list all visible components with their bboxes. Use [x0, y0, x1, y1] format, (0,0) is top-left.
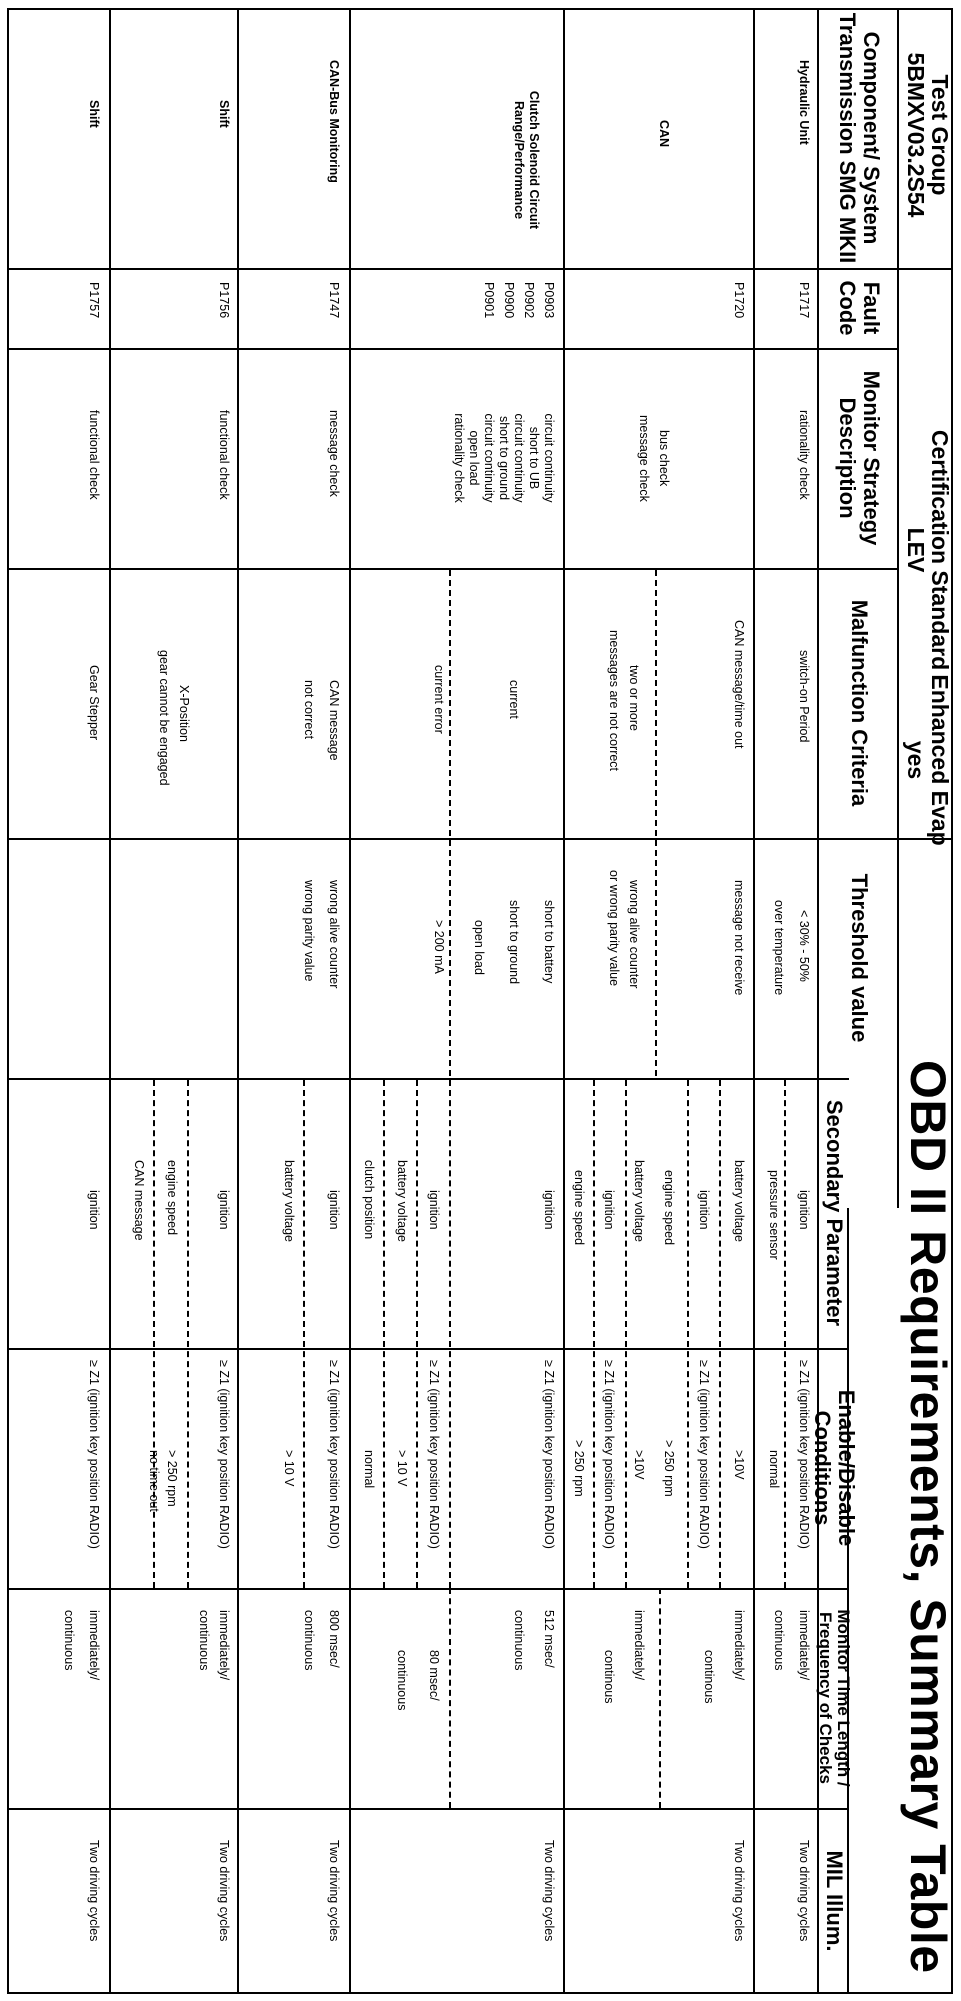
row3-fault-3: P0900: [502, 282, 516, 319]
row4-threshold-2: wrong parity value: [302, 880, 316, 982]
col-header-threshold: Threshold value: [847, 873, 872, 1043]
row2-criteria-2: two or more: [627, 665, 641, 731]
row2-secondary-4: battery voltage: [632, 1160, 646, 1242]
dashed-divider: [187, 1080, 189, 1588]
row6-strategy: functional check: [87, 410, 101, 500]
cert-value: LEV: [903, 527, 929, 573]
row2-time-4: continous: [602, 1650, 616, 1704]
row5-criteria-2: gear cannot be engaged: [157, 650, 171, 786]
row3-enable-1: ≥ Z1 (ignition key position RADIO): [542, 1360, 556, 1549]
row3-secondary-4: clutch position: [362, 1160, 376, 1240]
row1-time-2: continuous: [772, 1610, 786, 1671]
row3-strategy-5: circuit continuity: [482, 413, 496, 503]
row2-time-3: immediately/: [632, 1610, 646, 1681]
dashed-divider: [416, 1080, 418, 1588]
row2-time-1: immediately/: [732, 1610, 746, 1681]
col-header-criteria: Malfunction Criteria: [847, 599, 872, 807]
row1-enable-2: normal: [767, 1450, 781, 1489]
row5-fault: P1756: [217, 282, 231, 319]
row3-criteria-2: current error: [432, 665, 446, 734]
row2-enable-1: >10V: [732, 1450, 746, 1480]
row5-enable-3: no time out: [147, 1450, 161, 1512]
col-line: [7, 1808, 849, 1810]
col-header-fault-code: Fault Code: [835, 280, 884, 336]
evap-label: Enhanced Evap: [927, 674, 953, 846]
row2-criteria-1: CAN message/time out: [732, 620, 746, 749]
row3-time-2: continuous: [512, 1610, 526, 1671]
row1-threshold-1: < 30% - 50%: [797, 910, 811, 982]
row3-threshold-1: short to battery: [542, 900, 556, 984]
row3-strategy-3: circuit continuity: [512, 413, 526, 503]
row2-secondary-1: battery voltage: [732, 1160, 746, 1242]
col-header-strategy: Monitor Strategy Description: [835, 370, 884, 546]
row1-mil: Two driving cycles: [797, 1840, 811, 1942]
dashed-divider: [784, 1080, 786, 1588]
row6-fault: P1757: [87, 282, 101, 319]
row6-secondary-1: ignition: [87, 1190, 101, 1230]
row5-enable-1: ≥ Z1 (ignition key position RADIO): [217, 1360, 231, 1549]
page-title: OBD II Requirements, Summary Table: [900, 1060, 956, 1974]
dashed-divider: [719, 1080, 721, 1588]
row4-criteria-2: not correct: [302, 680, 316, 740]
row2-enable-4: >10V: [632, 1450, 646, 1480]
row2-strategy-1: bus check: [657, 430, 671, 487]
row3-threshold-3: open load: [472, 920, 486, 975]
row2-criteria-3: messages are not correct: [607, 630, 621, 772]
row1-component: Hydraulic Unit: [797, 60, 811, 145]
dashed-divider: [655, 570, 657, 836]
col-header-time: Monitor Time Length / Frequency of Checks: [816, 1609, 853, 1787]
row3-fault-4: P0901: [482, 282, 496, 319]
col-header-secondary: Secondary Parameter: [822, 1099, 847, 1327]
row3-strategy-4: short to ground: [497, 415, 511, 501]
row3-strategy-7: rationality check: [452, 413, 466, 503]
row2-enable-5: ≥ Z1 (ignition key position RADIO): [602, 1360, 616, 1549]
row2-enable-6: > 250 rpm: [572, 1440, 586, 1497]
row1-secondary-1: ignition: [797, 1190, 811, 1230]
row2-secondary-2: ignition: [697, 1190, 711, 1230]
dashed-divider: [449, 840, 451, 1076]
row3-enable-3: > 10 V: [395, 1450, 409, 1487]
row3-time-1: 512 msec/: [542, 1610, 556, 1668]
row5-enable-2: > 250 rpm: [165, 1450, 179, 1507]
row3-fault-1: P0903: [542, 282, 556, 319]
row6-enable-1: ≥ Z1 (ignition key position RADIO): [87, 1360, 101, 1549]
dashed-divider: [449, 570, 451, 836]
row2-secondary-3: engine speed: [662, 1170, 676, 1246]
row4-mil: Two driving cycles: [327, 1840, 341, 1942]
row5-secondary-1: ignition: [217, 1190, 231, 1230]
row6-mil: Two driving cycles: [87, 1840, 101, 1942]
evap-value: yes: [903, 740, 929, 780]
row2-threshold-3: or wrong parity value: [607, 870, 621, 987]
row1-fault: P1717: [797, 282, 811, 319]
row-divider: [563, 8, 565, 1994]
test-group-value: 5BMXV03.2S54: [903, 52, 929, 218]
dashed-divider: [659, 1588, 661, 1808]
row2-secondary-6: engine speed: [572, 1170, 586, 1246]
col-header-enable: Enable/Disable Conditions: [810, 1389, 859, 1547]
row3-enable-4: normal: [362, 1450, 376, 1489]
cert-label: Certification Standard: [927, 429, 953, 671]
row4-strategy: message check: [327, 410, 341, 497]
row2-threshold-2: wrong alive counter: [627, 880, 641, 989]
dashed-divider: [625, 1080, 627, 1588]
col-line: [7, 838, 953, 840]
row5-criteria-1: X-Position: [177, 685, 191, 742]
row3-threshold-2: short to ground: [507, 900, 521, 985]
dashed-divider: [687, 1080, 689, 1588]
row3-secondary-1: ignition: [542, 1190, 556, 1230]
row2-strategy-2: message check: [637, 415, 651, 502]
row4-criteria-1: CAN message: [327, 680, 341, 761]
row4-time-2: continuous: [302, 1610, 316, 1671]
row6-criteria-1: Gear Stepper: [87, 665, 101, 741]
row1-threshold-2: over temperature: [772, 900, 786, 996]
row4-secondary-2: battery voltage: [282, 1160, 296, 1242]
dashed-divider: [449, 1588, 451, 1808]
row3-secondary-3: battery voltage: [395, 1160, 409, 1242]
row6-time-2: continuous: [62, 1610, 76, 1671]
row2-fault: P1720: [732, 282, 746, 319]
row6-time-1: immediately/: [87, 1610, 101, 1681]
row3-mil: Two driving cycles: [542, 1840, 556, 1942]
row1-secondary-2: pressure sensor: [767, 1170, 781, 1260]
row5-time-1: immediately/: [217, 1610, 231, 1681]
col-line: [7, 568, 899, 570]
row2-enable-2: ≥ Z1 (ignition key position RADIO): [697, 1360, 711, 1549]
row2-time-2: continous: [702, 1650, 716, 1704]
row3-enable-2: ≥ Z1 (ignition key position RADIO): [427, 1360, 441, 1549]
row1-criteria: switch-on Period: [797, 650, 811, 743]
row3-component: Clutch Solenoid Circuit Range/Performance: [512, 90, 541, 230]
dashed-divider: [593, 1080, 595, 1588]
row3-secondary-2: ignition: [427, 1190, 441, 1230]
row2-mil: Two driving cycles: [732, 1840, 746, 1942]
row2-threshold-1: message not receive: [732, 880, 746, 996]
row3-time-3: 80 msec/: [427, 1650, 441, 1701]
row1-enable-1: ≥ Z1 (ignition key position RADIO): [797, 1360, 811, 1549]
row3-fault-2: P0902: [522, 282, 536, 319]
row5-time-2: continuous: [197, 1610, 211, 1671]
row-divider: [109, 8, 111, 1994]
row1-time-1: immediately/: [797, 1610, 811, 1681]
row3-strategy-1: circuit continuity: [542, 413, 556, 503]
row3-threshold-4: > 200 mA: [432, 920, 446, 974]
row4-time-1: 800 msec/: [327, 1610, 341, 1668]
row2-enable-3: > 250 rpm: [662, 1440, 676, 1497]
row6-component: Shift: [87, 100, 101, 128]
row3-strategy-2: short to UB: [527, 426, 541, 490]
row-divider: [753, 8, 755, 1994]
row3-time-4: continuous: [395, 1650, 409, 1711]
col-line: [7, 1588, 849, 1590]
row4-enable-2: > 10 V: [282, 1450, 296, 1487]
col-header-mil: MIL Illum.: [822, 1850, 847, 1952]
row-divider: [349, 8, 351, 1994]
row4-enable-1: ≥ Z1 (ignition key position RADIO): [327, 1360, 341, 1549]
row3-strategy-6: open load: [467, 430, 481, 486]
row5-mil: Two driving cycles: [217, 1840, 231, 1942]
dashed-divider: [303, 1080, 305, 1588]
row2-secondary-5: ignition: [602, 1190, 616, 1230]
dashed-divider: [655, 840, 657, 1076]
table-frame: [7, 8, 953, 1994]
row4-component: CAN-Bus Monitoring: [327, 60, 341, 183]
row4-threshold-1: wrong alive counter: [327, 880, 341, 989]
row5-secondary-2: engine speed: [165, 1160, 179, 1236]
row5-secondary-3: CAN message: [132, 1160, 146, 1241]
row4-secondary-1: ignition: [327, 1190, 341, 1230]
row1-strategy: rationality check: [797, 410, 811, 500]
row2-component: CAN: [657, 120, 671, 148]
test-group-label: Test Group: [927, 74, 953, 196]
dashed-divider: [383, 1080, 385, 1588]
dashed-divider: [449, 1080, 451, 1588]
col-line: [7, 268, 953, 270]
col-line: [7, 1348, 849, 1350]
row4-fault: P1747: [327, 282, 341, 319]
row-divider: [237, 8, 239, 1994]
row3-criteria-1: current: [507, 680, 521, 719]
row5-component: Shift: [217, 100, 231, 128]
col-line: [7, 1078, 849, 1080]
col-header-component: Component/ System Transmission SMG MKII: [835, 12, 884, 264]
row5-strategy: functional check: [217, 410, 231, 500]
